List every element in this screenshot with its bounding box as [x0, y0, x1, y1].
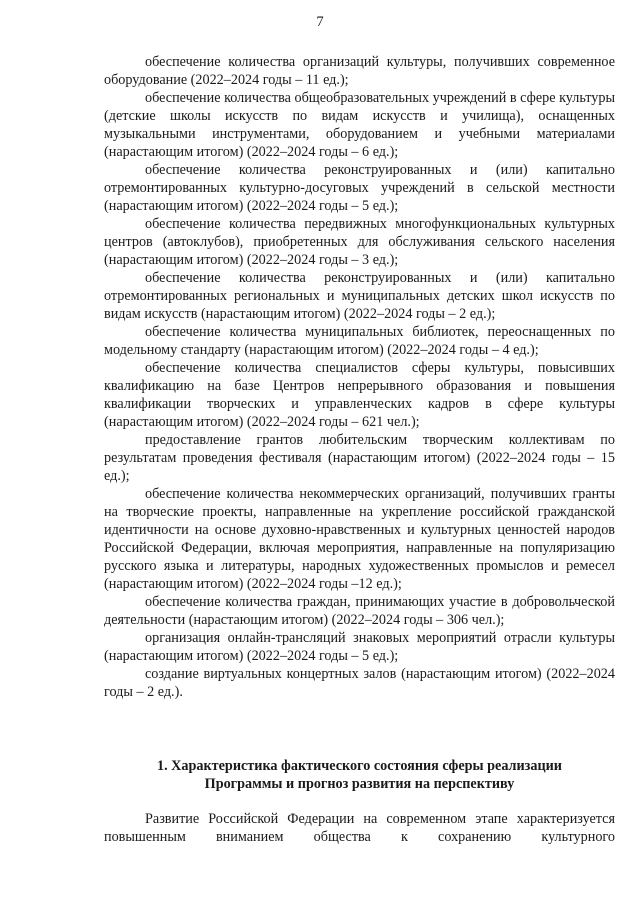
list-item: создание виртуальных концертных залов (нарастающим итогом) (2022–2024 годы – 2 ед.). [104, 666, 615, 700]
list-item: обеспечение количества некоммерческих организаций, получивших гранты на творческие проекты, направленные на укрепление российской гражданской идентичности на основе духовно-нравственных и культурных ценностей народов Российской Федерации, включая мероприятия, направленные на популяризацию русского языка и литературы, народных художественных промыслов и ремесел (нарастающим итогом) (2022–2024 годы –12 ед.); [104, 486, 615, 592]
section-heading-line: Программы и прогноз развития на перспективу [204, 776, 515, 792]
intro-paragraph: Развитие Российской Федерации на современном этапе характеризуется повышенным вниманием общества к сохранению культурного [104, 811, 615, 845]
list-item: обеспечение количества граждан, принимающих участие в добровольческой деятельности (нарастающим итогом) (2022–2024 годы – 306 чел.); [104, 594, 615, 628]
list-item: обеспечение количества муниципальных библиотек, переоснащенных по модельному стандарту (нарастающим итогом) (2022–2024 годы – 4 ед.); [104, 324, 615, 358]
list-item: обеспечение количества организаций культуры, получивших современное оборудование (2022–2024 годы – 11 ед.); [104, 54, 615, 88]
section-heading [104, 757, 615, 793]
page-number: 7 [316, 14, 324, 30]
document-body [104, 53, 615, 701]
list-item: обеспечение количества реконструированных и (или) капитально отремонтированных региональных и муниципальных детских школ искусств по видам искусств (нарастающим итогом) (2022–2024 годы – 2 ед.); [104, 270, 615, 322]
list-item: обеспечение количества специалистов сферы культуры, повысивших квалификацию на базе Центров непрерывного образования и повышения квалификации творческих и управленческих кадров в сфере культуры (нарастающим итогом) (2022–2024 годы – 621 чел.); [104, 360, 615, 430]
section-heading-line: 1. Характеристика фактического состояния сферы реализации [156, 758, 562, 774]
list-item: обеспечение количества реконструированных и (или) капитально отремонтированных культурно-досуговых учреждений в сельской местности (нарастающим итогом) (2022–2024 годы – 5 ед.); [104, 162, 615, 214]
list-item: обеспечение количества передвижных многофункциональных культурных центров (автоклубов), приобретенных для обслуживания сельского населения (нарастающим итогом) (2022–2024 годы – 3 ед.); [104, 216, 615, 268]
list-item: предоставление грантов любительским творческим коллективам по результатам проведения фестиваля (нарастающим итогом) (2022–2024 годы – 15 ед.); [104, 432, 615, 484]
list-item: организация онлайн-трансляций знаковых мероприятий отрасли культуры (нарастающим итогом) (2022–2024 годы – 5 ед.); [104, 630, 615, 664]
list-item: обеспечение количества общеобразовательных учреждений в сфере культуры (детские школы искусств по видам искусств и училища), оснащенных музыкальными инструментами, оборудованием и учебными материалами (нарастающим итогом) (2022–2024 годы – 6 ед.); [104, 90, 615, 160]
